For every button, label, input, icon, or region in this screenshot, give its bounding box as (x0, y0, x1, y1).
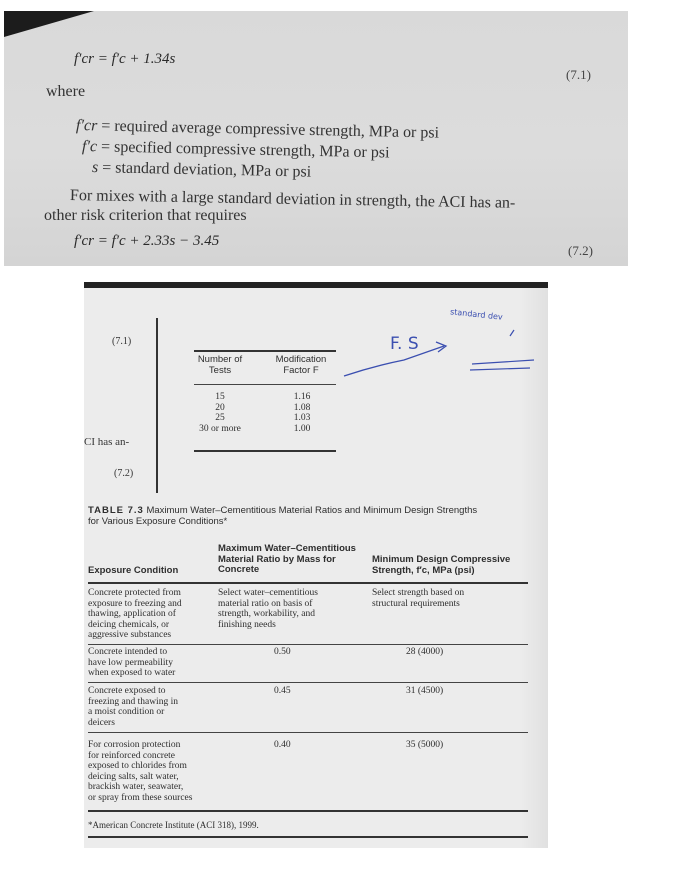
mod-table-header-tests (194, 355, 246, 376)
cell-line: for reinforced concrete (88, 750, 176, 761)
margin-cut-text: CI has an- (84, 436, 130, 448)
definition-s (92, 159, 312, 182)
cell-line: deicing salts, salt water, (88, 771, 179, 782)
cell-line: Concrete exposed to (88, 686, 166, 696)
definition-text: = specified compressive strength, MPa or psi (100, 138, 390, 162)
definition-symbol: f′c (81, 138, 98, 156)
table-cell: 1.16 (293, 392, 311, 402)
mod-table-header-factor (266, 355, 336, 376)
row-4-strength: 35 (5000) (406, 740, 444, 750)
table-cell: 30 or more (199, 423, 241, 434)
row-3-ratio: 0.45 (274, 686, 291, 696)
header-line: Strength, f′c, MPa (psi) (372, 564, 475, 576)
row-4-condition (88, 740, 192, 803)
col-header-strength (372, 555, 510, 576)
header-line: Concrete (218, 564, 260, 575)
cell-line: Concrete intended to (88, 647, 168, 657)
cell-line: freezing and thawing in (88, 696, 178, 707)
handwritten-note: standard dev (449, 307, 504, 322)
margin-equation-7-2: (7.2) (114, 468, 134, 479)
equation-7-1-number: (7.1) (566, 67, 591, 82)
row-4-ratio: 0.40 (274, 740, 291, 750)
table-7-3-header-rule (88, 582, 528, 584)
paragraph-line-2: other risk criterion that requires (44, 207, 247, 224)
definition-symbol: s (91, 159, 99, 177)
table-cell: 1.03 (293, 413, 311, 423)
header-line: Factor F (283, 364, 319, 376)
cell-line: a moist condition or (88, 707, 165, 717)
bottom-textbook-page (84, 282, 548, 848)
cell-line: when exposed to water (88, 668, 176, 678)
cell-line: deicing chemicals, or (88, 619, 169, 630)
footnote-rule (88, 836, 528, 838)
row-2-ratio: 0.50 (274, 647, 291, 657)
table-7-3-caption-line-2: for Various Exposure Conditions* (88, 516, 228, 527)
row-divider (88, 644, 528, 645)
cell-line: exposure to freezing and (88, 598, 182, 609)
cell-line: For corrosion protection (88, 740, 181, 750)
cell-line: or spray from these sources (88, 792, 193, 803)
table-cell: 15 (215, 392, 225, 402)
mod-table-bottom-rule (194, 450, 336, 452)
row-1-strength (372, 588, 464, 609)
row-divider (88, 732, 528, 733)
table-cell: 25 (215, 413, 225, 423)
mod-table-header-rule (194, 384, 336, 385)
cell-line: finishing needs (218, 619, 276, 630)
table-7-3-bottom-rule (88, 810, 528, 812)
handwritten-fs: F. S (390, 334, 419, 354)
cell-line: deicers (88, 717, 115, 728)
definition-text: = required average compressive strength, MPa or psi (101, 117, 440, 142)
table-cell: 1.08 (293, 402, 311, 413)
table-caption-text: Maximum Water–Cementitious Material Ratios and Minimum Design Strengths (146, 505, 478, 516)
table-footnote: *American Concrete Institute (ACI 318), 1999. (88, 820, 259, 830)
row-divider (88, 682, 528, 683)
row-2-strength: 28 (4000) (406, 647, 444, 657)
cell-line: Select strength based on (372, 588, 465, 598)
mod-table-factor-column (274, 392, 330, 434)
row-3-condition (88, 686, 178, 728)
equation-7-1: f′cr = f′c + 1.34s (74, 51, 176, 67)
header-line: Tests (208, 364, 232, 376)
table-7-3-caption (88, 506, 477, 517)
col-header-exposure (88, 566, 178, 577)
cell-line: strength, workability, and (218, 609, 316, 619)
header-line: Maximum Water–Cementitious (218, 543, 356, 554)
cell-line: exposed to chlorides from (88, 761, 187, 771)
table-cell: 20 (215, 402, 225, 413)
cell-line: Concrete protected from (88, 588, 181, 598)
handwritten-arrow-drawing (334, 316, 544, 386)
equation-7-2-number: (7.2) (568, 243, 593, 258)
header-line: Number of (197, 354, 243, 365)
header-line: Modification (275, 354, 327, 365)
row-1-condition (88, 588, 182, 641)
header-line: Exposure Condition (88, 565, 179, 576)
cell-line: thawing, application of (88, 609, 176, 619)
row-2-condition (88, 647, 175, 679)
where-label: where (46, 83, 86, 100)
mod-table-tests-column (194, 392, 246, 434)
cell-line: aggressive substances (88, 630, 172, 640)
mod-table-top-rule (194, 350, 336, 352)
definition-symbol: f′cr (75, 117, 98, 135)
cell-line: brackish water, seawater, (88, 782, 184, 792)
table-caption-label: TABLE 7.3 (88, 505, 144, 516)
header-line: Material Ratio by Mass for (218, 553, 336, 565)
cell-line: Select water–cementitious (218, 588, 318, 598)
top-textbook-excerpt (4, 11, 628, 266)
definition-text: = standard deviation, MPa or psi (102, 159, 312, 181)
col-header-ratio (218, 544, 356, 576)
equation-7-2: f′cr = f′c + 2.33s − 3.45 (74, 233, 220, 249)
table-cell: 1.00 (293, 423, 311, 434)
column-divider (156, 318, 158, 493)
row-1-ratio (218, 588, 318, 630)
paragraph-line-1: For mixes with a large standard deviation in strength, the ACI has an- (69, 187, 516, 212)
cell-line: have low permeability (88, 657, 173, 668)
header-line: Minimum Design Compressive (372, 554, 511, 565)
margin-equation-7-1: (7.1) (112, 336, 132, 347)
row-3-strength: 31 (4500) (406, 686, 444, 696)
cell-line: material ratio on basis of (218, 598, 313, 609)
cell-line: structural requirements (372, 598, 460, 609)
dark-corner-shadow (4, 11, 94, 37)
